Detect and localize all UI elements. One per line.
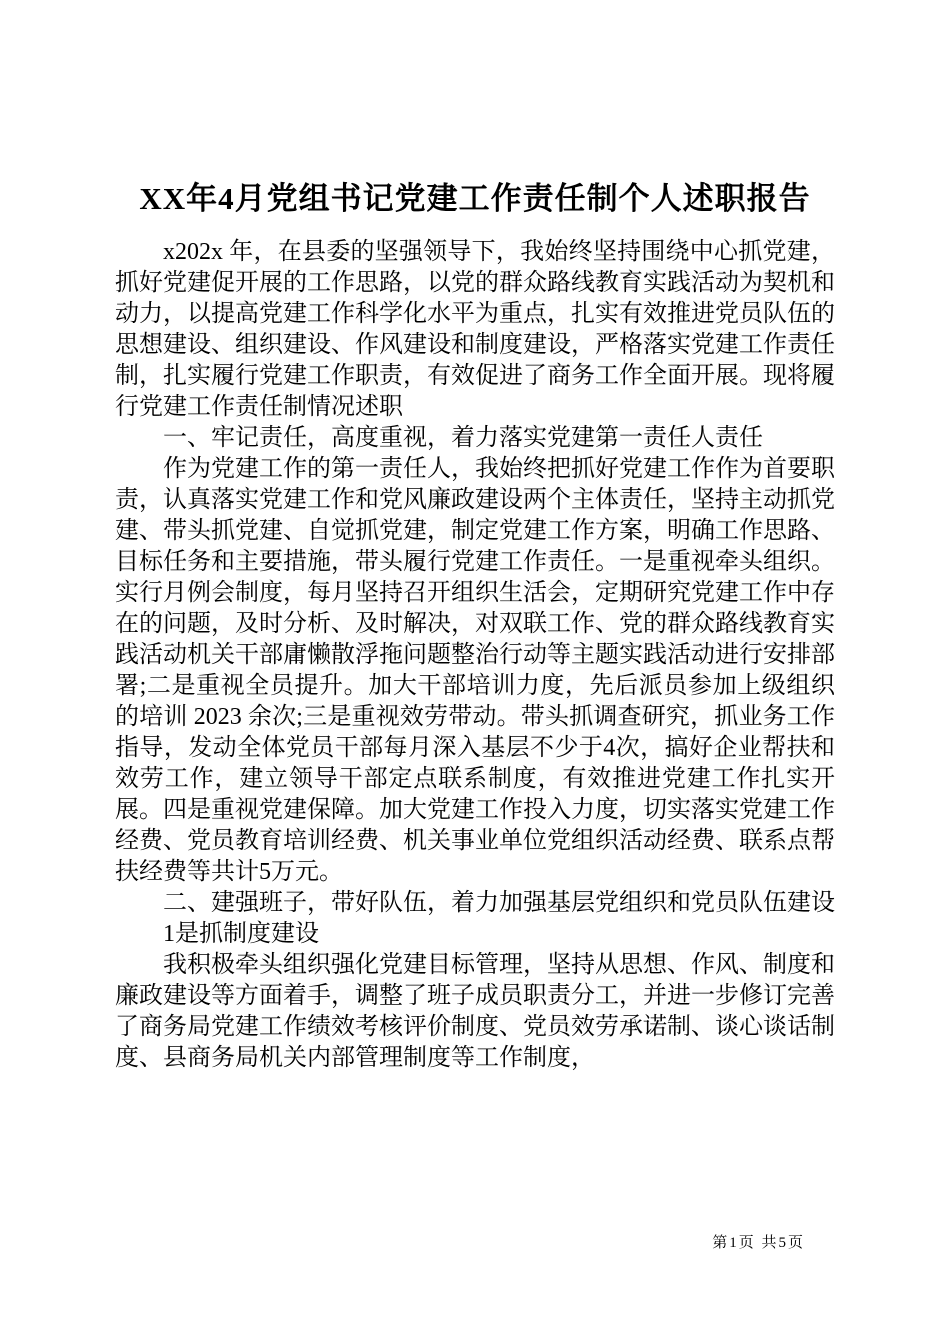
paragraph: x202x 年，在县委的坚强领导下，我始终坚持围绕中心抓党建，抓好党建促开展的工作思路，以党的群众路线教育实践活动为契机和动力，以提高党建工作科学化水平为重点，扎实有效推进党员队伍的思想建设、组织建设、作风建设和制度建设，严格落实党建工作责任制，扎实履行党建工作职责，有效促进了商务工作全面开展。现将履行党建工作责任制情况述职 — [115, 239, 835, 420]
paragraph: 一、牢记责任，高度重视，着力落实党建第一责任人责任 — [163, 425, 763, 451]
document-title: XX年4月党组书记党建工作责任制个人述职报告 — [139, 181, 811, 216]
page-footer — [712, 1234, 805, 1252]
paragraph: 作为党建工作的第一责任人，我始终把抓好党建工作作为首要职责，认真落实党建工作和党风廉政建设两个主体责任，坚持主动抓党建、带头抓党建、自觉抓党建，制定党建工作方案，明确工作思路、目标任务和主要措施，带头履行党建工作责任。一是重视牵头组织。实行月例会制度，每月坚持召开组织生活会，定期研究党建工作中存在的问题，及时分析、及时解决，对双联工作、党的群众路线教育实践活动机关干部庸懒散浮拖问题整治行动等主题实践活动进行安排部署;二是重视全员提升。加大干部培训力度，先后派员参加上级组织的培训 2023 余次;三是重视效劳带动。带头抓调查研究，抓业务工作指导，发动全体党员干部每月深入基层不少于4次，搞好企业帮扶和效劳工作，建立领导干部定点联系制度，有效推进党建工作扎实开展。四是重视党建保障。加大党建工作投入力度，切实落实党建工作经费、党员教育培训经费、机关事业单位党组织活动经费、联系点帮扶经费等共计5万元。 — [115, 456, 835, 885]
paragraph: 1是抓制度建设 — [163, 921, 319, 947]
page-number-indicator: 第1页 共5页 — [712, 1235, 805, 1251]
paragraph: 二、建强班子，带好队伍，着力加强基层党组织和党员队伍建设 — [163, 890, 835, 916]
document-body — [115, 237, 835, 1074]
paragraph: 我积极牵头组织强化党建目标管理，坚持从思想、作风、制度和廉政建设等方面着手，调整了班子成员职责分工，并进一步修订完善了商务局党建工作绩效考核评价制度、党员效劳承诺制、谈心谈话制度、县商务局机关内部管理制度等工作制度， — [115, 952, 835, 1071]
